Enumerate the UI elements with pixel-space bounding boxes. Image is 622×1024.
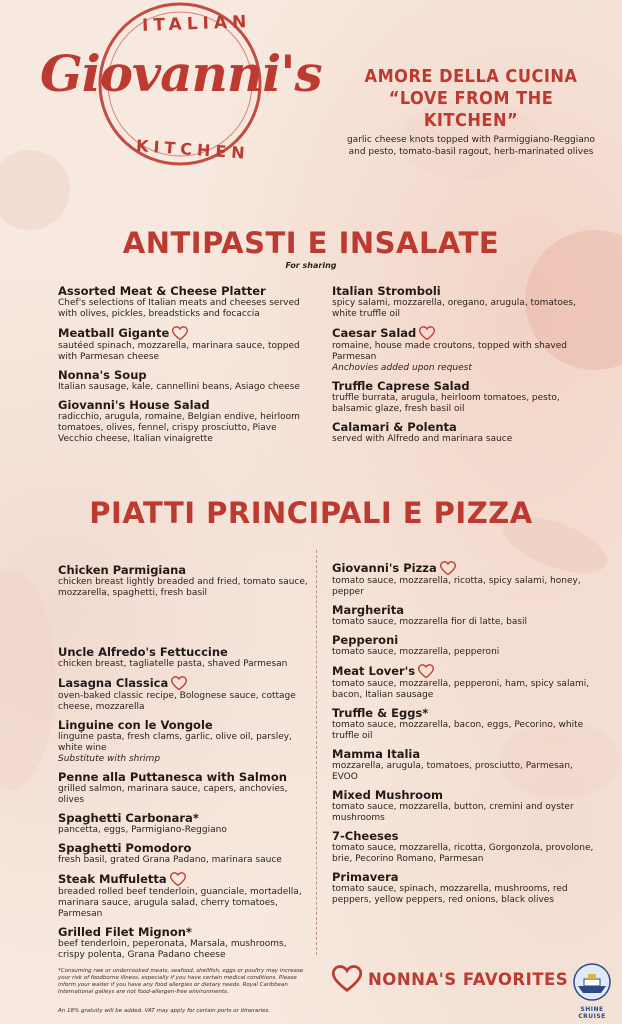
- menu-item-name: [58, 676, 310, 691]
- nonnas-favorites-label: NONNA'S FAVORITES: [368, 969, 569, 989]
- menu-item-description: fresh basil, grated Grana Padano, marinara sauce: [58, 855, 282, 865]
- menu-item: [58, 564, 310, 599]
- menu-item-name: [58, 719, 310, 732]
- cruise-ship-icon: [570, 962, 614, 1002]
- menu-item-name-text: Steak Muffuletta: [58, 872, 167, 886]
- menu-item-name-text: Spaghetti Pomodoro: [58, 841, 192, 855]
- menu-item-name: [58, 326, 310, 341]
- menu-item-name-text: Uncle Alfredo's Fettuccine: [58, 645, 228, 659]
- allergen-disclaimer: *Consuming raw or undercooked meats, seafood, shellfish, eggs or poultry may increase your risk of foodborne illness, especially if you have certain medical conditions. Please inform your waiter if you have any food allergies or dietary needs. Royal Caribbean International galleys are not food-allergen-free environments.: [58, 968, 304, 995]
- menu-item: [58, 771, 310, 806]
- menu-item-name: [58, 369, 310, 382]
- menu-item-name-text: Calamari & Polenta: [332, 420, 457, 434]
- favorite-heart-icon: [440, 561, 456, 576]
- menu-item-description: tomato sauce, mozzarella, button, cremini and oyster mushrooms: [332, 802, 574, 823]
- nonnas-favorites-legend: [332, 962, 568, 996]
- menu-item-name: [58, 564, 310, 577]
- menu-item: [332, 326, 600, 374]
- piatti-left-column: [58, 646, 310, 967]
- menu-item-name-text: Nonna's Soup: [58, 368, 147, 382]
- menu-item-name-text: Lasagna Classica: [58, 676, 169, 690]
- watermark-text: SHINE CRUISE: [578, 1006, 606, 1020]
- menu-item-name: [332, 380, 600, 393]
- favorite-heart-icon: [170, 872, 186, 887]
- antipasti-right-column: [332, 285, 600, 451]
- menu-item-description: tomato sauce, mozzarella, bacon, eggs, Pecorino, white truffle oil: [332, 720, 584, 741]
- menu-item-name: [332, 707, 600, 720]
- giovannis-logo: [40, 0, 320, 180]
- menu-item-name-text: Meat Lover's: [332, 664, 416, 678]
- antipasti-title: ANTIPASTI E INSALATE: [122, 226, 500, 260]
- menu-item: [332, 789, 600, 824]
- menu-item-description: mozzarella, arugula, tomatoes, prosciutto, Parmesan, EVOO: [332, 761, 573, 782]
- menu-item-name-text: Grilled Filet Mignon*: [58, 925, 192, 939]
- menu-item: [58, 399, 310, 445]
- heart-outline-icon: [332, 965, 362, 993]
- gratuity-note: An 18% gratuity will be added. VAT may apply for certain ports or itineraries.: [58, 1008, 271, 1014]
- menu-item-description: spicy salami, mozzarella, oregano, arugula, tomatoes, white truffle oil: [332, 298, 576, 319]
- menu-item-name: [332, 561, 600, 576]
- menu-item: [58, 926, 310, 961]
- menu-item-name-text: Margherita: [332, 603, 404, 617]
- menu-item: [332, 285, 600, 320]
- menu-item-description: linguine pasta, fresh clams, garlic, olive oil, parsley, white wine: [58, 732, 292, 753]
- menu-item-description: grilled salmon, marinara sauce, capers, anchovies, olives: [58, 784, 288, 805]
- menu-item-name: [332, 604, 600, 617]
- menu-item: [58, 676, 310, 713]
- menu-item: [58, 369, 310, 393]
- favorite-heart-icon: [418, 664, 434, 679]
- favorite-heart-icon: [172, 326, 188, 341]
- menu-item-description: tomato sauce, spinach, mozzarella, mushrooms, red peppers, yellow peppers, red onions, black olives: [332, 884, 568, 905]
- antipasti-subtitle: For sharing: [285, 261, 337, 270]
- menu-item-name-text: Linguine con le Vongole: [58, 718, 213, 732]
- menu-item-name-text: Primavera: [332, 870, 399, 884]
- menu-item: [58, 326, 310, 363]
- menu-item: [332, 421, 600, 445]
- menu-item-description: tomato sauce, mozzarella, ricotta, spicy salami, honey, pepper: [332, 576, 581, 597]
- menu-item-name-text: Caesar Salad: [332, 326, 417, 340]
- menu-item-description: tomato sauce, mozzarella, pepperoni, ham, spicy salami, bacon, Italian sausage: [332, 679, 590, 700]
- featured-starter: [340, 66, 602, 158]
- menu-item-description: served with Alfredo and marinara sauce: [332, 434, 513, 444]
- menu-item: [332, 634, 600, 658]
- menu-item-description: breaded rolled beef tenderloin, guanciale, mortadella, marinara sauce, arugula salad, cherry tomatoes, Parmesan: [58, 887, 302, 919]
- menu-item-description: chicken breast lightly breaded and fried, tomato sauce, mozzarella, spaghetti, fresh basil: [58, 577, 308, 598]
- menu-item: [332, 871, 600, 906]
- menu-item-description: pancetta, eggs, Parmigiano-Reggiano: [58, 825, 227, 835]
- menu-item-name-text: 7-Cheeses: [332, 829, 399, 843]
- menu-item: [332, 664, 600, 701]
- menu-item-name-text: Truffle & Eggs*: [332, 706, 429, 720]
- menu-item-name-text: Chicken Parmigiana: [58, 563, 187, 577]
- menu-item: [58, 812, 310, 836]
- featured-title: AMORE DELLA CUCINA: [364, 66, 578, 87]
- menu-item: [58, 719, 310, 765]
- menu-item-description: tomato sauce, mozzarella, pepperoni: [332, 647, 500, 657]
- menu-item-note: Substitute with shrimp: [58, 754, 161, 764]
- shine-cruise-watermark: [566, 962, 618, 1020]
- menu-item-name: [332, 871, 600, 884]
- menu-item-name-text: Giovanni's House Salad: [58, 398, 210, 412]
- logo-italian-text: ITALIAN: [141, 12, 252, 36]
- menu-item-description: oven-baked classic recipe, Bolognese sauce, cottage cheese, mozzarella: [58, 691, 296, 712]
- menu-item-name: [332, 830, 600, 843]
- piatti-right-column: [332, 561, 600, 912]
- menu-item-note: Anchovies added upon request: [332, 363, 472, 373]
- piatti-left-top-column: [58, 564, 310, 605]
- menu-item-name: [58, 926, 310, 939]
- menu-item: [332, 380, 600, 415]
- menu-item-name: [332, 326, 600, 341]
- menu-item-name-text: Assorted Meat & Cheese Platter: [58, 284, 266, 298]
- menu-item: [58, 842, 310, 866]
- menu-item: [332, 748, 600, 783]
- menu-item: [332, 830, 600, 865]
- menu-item-name-text: Mixed Mushroom: [332, 788, 443, 802]
- menu-item-name: [332, 421, 600, 434]
- menu-item: [58, 646, 310, 670]
- menu-item-description: truffle burrata, arugula, heirloom tomatoes, pesto, balsamic glaze, fresh basil oil: [332, 393, 560, 414]
- menu-item: [58, 872, 310, 920]
- menu-item-name-text: Spaghetti Carbonara*: [58, 811, 199, 825]
- menu-item-name: [58, 646, 310, 659]
- menu-item-name: [332, 285, 600, 298]
- mushroom-illustration-left: [0, 570, 55, 790]
- menu-item-description: tomato sauce, mozzarella, ricotta, Gorgonzola, provolone, brie, Pecorino Romano, Parmesan: [332, 843, 594, 864]
- menu-item: [332, 561, 600, 598]
- menu-item-name: [58, 872, 310, 887]
- menu-item-name-text: Giovanni's Pizza: [332, 561, 437, 575]
- logo-name: Giovanni's: [40, 44, 322, 103]
- menu-item-name: [332, 664, 600, 679]
- featured-subtitle: “LOVE FROM THE KITCHEN”: [388, 88, 554, 131]
- favorite-heart-icon: [419, 326, 435, 341]
- menu-item-name-text: Meatball Gigante: [58, 326, 170, 340]
- menu-item-name: [58, 812, 310, 825]
- menu-item-name: [332, 748, 600, 761]
- menu-item-description: chicken breast, tagliatelle pasta, shaved Parmesan: [58, 659, 288, 669]
- column-divider: [316, 550, 317, 955]
- antipasti-left-column: [58, 285, 310, 451]
- featured-description: garlic cheese knots topped with Parmiggiano-Reggiano and pesto, tomato-basil ragout, herb-marinated olives: [346, 135, 596, 157]
- menu-item-name-text: Pepperoni: [332, 633, 399, 647]
- menu-item-name: [58, 771, 310, 784]
- menu-item-name-text: Truffle Caprese Salad: [332, 379, 470, 393]
- menu-item: [332, 707, 600, 742]
- menu-item-description: Chef's selections of Italian meats and cheeses served with olives, pickles, breadsticks and focaccia: [58, 298, 300, 319]
- menu-item-description: radicchio, arugula, romaine, Belgian endive, heirloom tomatoes, olives, fennel, crispy prosciutto, Piave Vecchio cheese, Italian vinaigrette: [58, 412, 300, 444]
- menu-item-name-text: Penne alla Puttanesca with Salmon: [58, 770, 287, 784]
- favorite-heart-icon: [171, 676, 187, 691]
- piatti-title: PIATTI PRINCIPALI E PIZZA: [89, 496, 533, 530]
- menu-item-name: [58, 399, 310, 412]
- menu-item-name: [58, 842, 310, 855]
- menu-item-description: tomato sauce, mozzarella fior di latte, basil: [332, 617, 528, 627]
- menu-item-description: beef tenderloin, peperonata, Marsala, mushrooms, crispy polenta, Grana Padano cheese: [58, 939, 287, 960]
- menu-item-name: [332, 789, 600, 802]
- menu-item: [58, 285, 310, 320]
- menu-item-description: romaine, house made croutons, topped with shaved Parmesan: [332, 341, 567, 362]
- menu-item-description: Italian sausage, kale, cannellini beans, Asiago cheese: [58, 382, 300, 392]
- menu-item-description: sautéed spinach, mozzarella, marinara sauce, topped with Parmesan cheese: [58, 341, 300, 362]
- menu-item: [332, 604, 600, 628]
- menu-item-name: [332, 634, 600, 647]
- menu-item-name-text: Mamma Italia: [332, 747, 421, 761]
- menu-item-name-text: Italian Stromboli: [332, 284, 441, 298]
- logo-kitchen-text: KITCHEN: [135, 136, 251, 163]
- menu-item-name: [58, 285, 310, 298]
